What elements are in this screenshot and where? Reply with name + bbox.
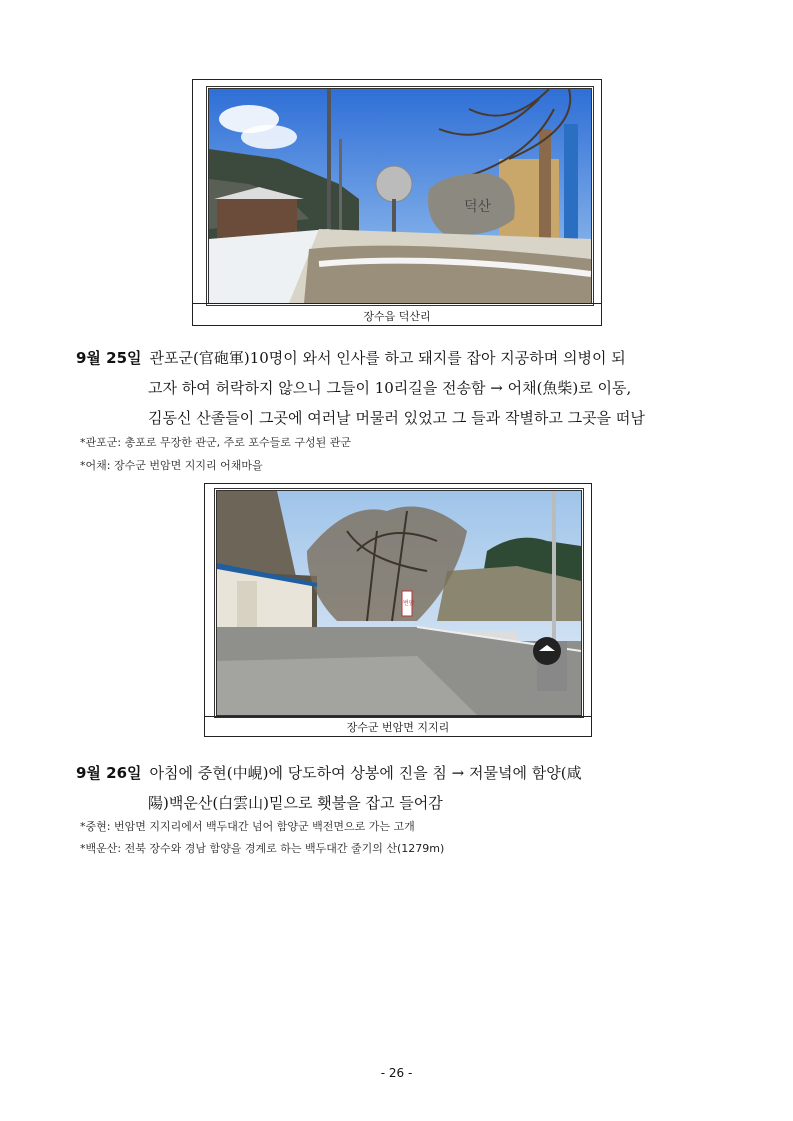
footnote: *백운산: 전북 장수와 경남 함양을 경계로 하는 백두대간 줄기의 산(1279m) xyxy=(80,842,445,855)
photo-deoksan xyxy=(206,86,594,306)
photo-jijiri xyxy=(214,488,584,718)
entry-text-line: 고자 하여 허락하지 않으니 그들이 10리길을 전송함 → 어채(魚柴)로 이동, xyxy=(148,379,632,397)
entry-sep-25 xyxy=(76,343,716,433)
footnote: *어채: 장수군 번암면 지지리 어채마을 xyxy=(80,459,263,472)
entry-text-line: 관포군(官砲軍)10명이 와서 인사를 하고 돼지를 잡아 지공하며 의병이 되 xyxy=(149,349,626,367)
entry-text-line: 김동신 산졸들이 그곳에 여러날 머물러 있었고 그 들과 작별하고 그곳을 떠남 xyxy=(148,409,645,427)
footnote: *중현: 번암면 지지리에서 백두대간 넘어 함양군 백전면으로 가는 고개 xyxy=(80,820,415,833)
figure-jijiri xyxy=(204,483,592,737)
entry-date: 9월 25일 xyxy=(76,349,142,367)
sign-text: 번암 xyxy=(403,600,415,607)
figure-caption: 장수읍 덕산리 xyxy=(363,310,431,323)
photo-jijiri-image xyxy=(217,491,581,715)
photo-deoksan-image xyxy=(209,89,591,303)
stone-inscription: 덕산 xyxy=(464,199,492,215)
entry-text-line: 아침에 중현(中峴)에 당도하여 상봉에 진을 침 → 저물녘에 함양(咸 xyxy=(149,764,582,782)
figure-caption: 장수군 번암면 지지리 xyxy=(346,721,450,734)
figure-deoksan xyxy=(192,79,602,326)
entry-sep-26 xyxy=(76,758,716,818)
page-number: - 26 - xyxy=(380,1066,413,1080)
footnote: *관포군: 총포로 무장한 관군, 주로 포수들로 구성된 관군 xyxy=(80,436,351,449)
entry-date: 9월 26일 xyxy=(76,764,142,782)
entry-text-line: 陽)백운산(白雲山)밑으로 횃불을 잡고 들어감 xyxy=(148,794,443,812)
